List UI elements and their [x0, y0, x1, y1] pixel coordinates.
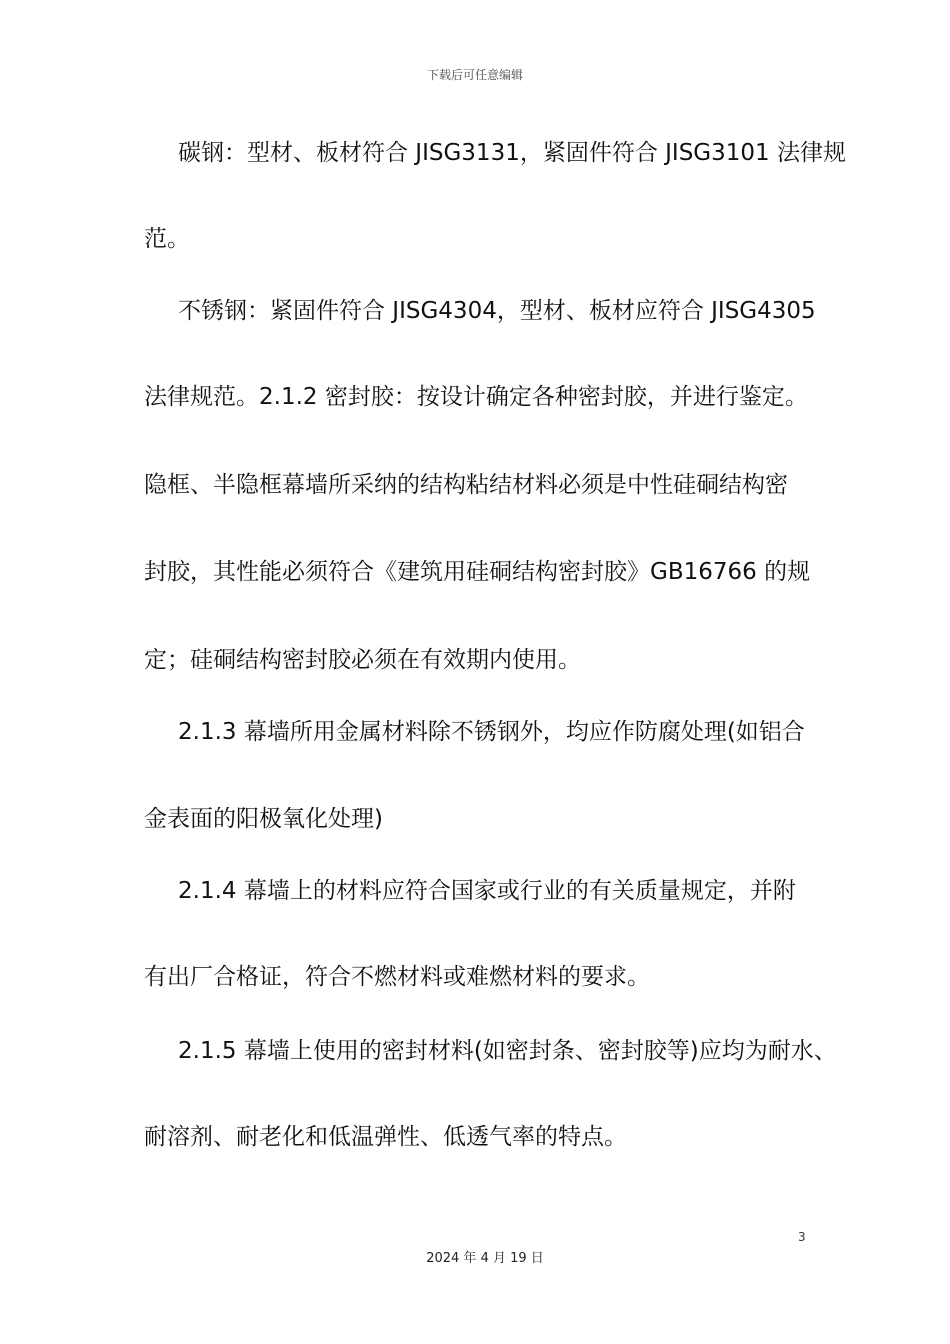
paragraph-line: 隐框、半隐框幕墙所采纳的结构粘结材料必须是中性硅硐结构密	[144, 472, 788, 498]
paragraph-line: 封胶，其性能必须符合《建筑用硅硐结构密封胶》GB16766 的规	[144, 559, 811, 585]
paragraph-line: 定；硅硐结构密封胶必须在有效期内使用。	[144, 647, 581, 673]
paragraph-line: 法律规范。2.1.2 密封胶：按设计确定各种密封胶，并进行鉴定。	[144, 384, 808, 410]
footer-date: 2024 年 4 月 19 日	[426, 1251, 544, 1266]
page-number: 3	[798, 1230, 806, 1244]
paragraph-line: 2.1.4 幕墙上的材料应符合国家或行业的有关质量规定，并附	[178, 878, 796, 904]
paragraph-line: 2.1.5 幕墙上使用的密封材料(如密封条、密封胶等)应均为耐水、	[178, 1038, 837, 1064]
paragraph-line: 2.1.3 幕墙所用金属材料除不锈钢外，均应作防腐处理(如铝合	[178, 719, 805, 745]
paragraph-line: 碳钢：型材、板材符合 JISG3131，紧固件符合 JISG3101 法律规	[178, 140, 846, 166]
paragraph-line: 有出厂合格证，符合不燃材料或难燃材料的要求。	[144, 964, 650, 990]
paragraph-line: 耐溶剂、耐老化和低温弹性、低透气率的特点。	[144, 1124, 627, 1150]
paragraph-line: 范。	[144, 226, 190, 252]
paragraph-line: 金表面的阳极氧化处理)	[144, 806, 383, 832]
page-header-note: 下载后可任意编辑	[426, 68, 523, 82]
paragraph-line: 不锈钢：紧固件符合 JISG4304，型材、板材应符合 JISG4305	[178, 298, 816, 324]
